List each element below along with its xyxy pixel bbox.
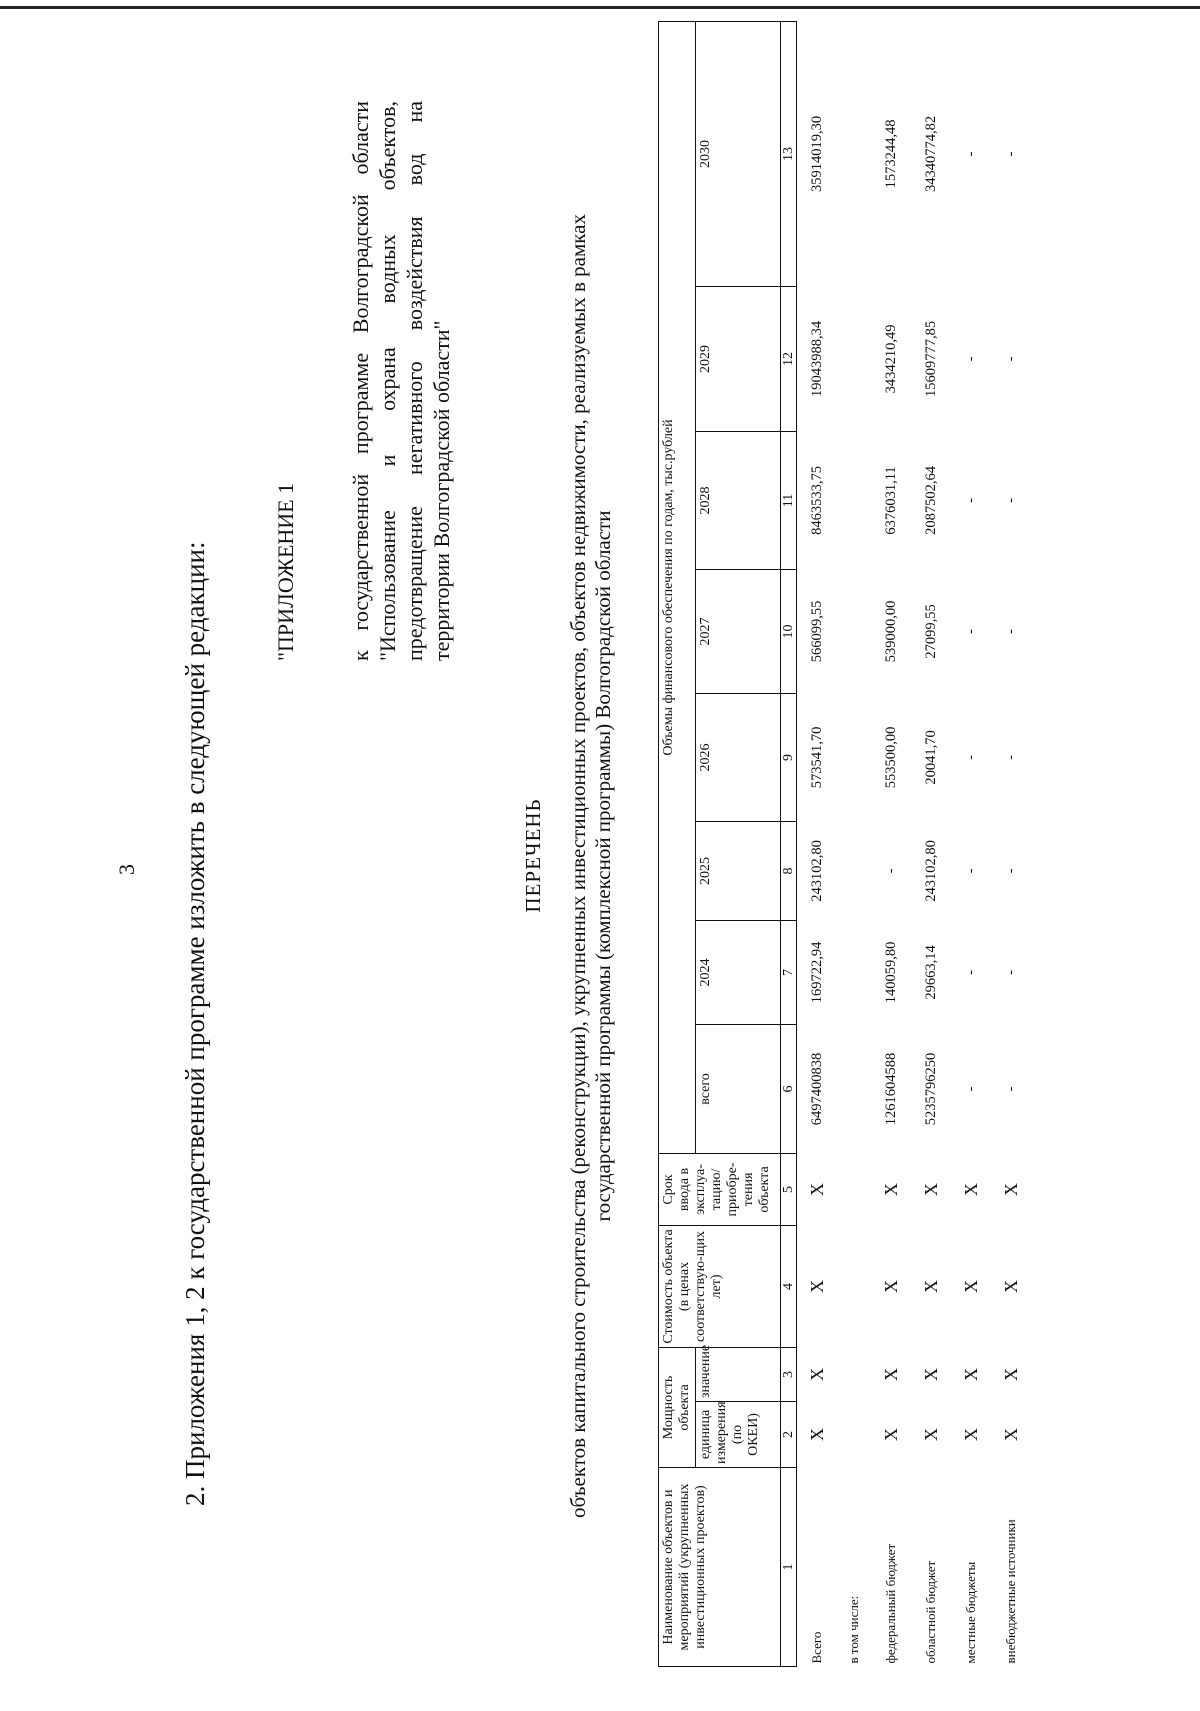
cell-2030 bbox=[837, 21, 871, 286]
cell-unit: X bbox=[960, 1428, 981, 1441]
cell-cost: X bbox=[806, 1279, 827, 1293]
row-label: федеральный бюджет bbox=[883, 1543, 898, 1664]
cell-2030: - bbox=[962, 151, 979, 157]
cell-2024: 29663,14 bbox=[922, 945, 939, 1000]
row-label: Всего bbox=[809, 1631, 824, 1664]
funding-table bbox=[658, 21, 1031, 1667]
cell-value: X bbox=[806, 1368, 827, 1381]
header-value: значение bbox=[696, 1347, 781, 1401]
column-number: 7 bbox=[781, 920, 797, 1024]
column-number: 9 bbox=[781, 693, 797, 821]
row-label: в том числе: bbox=[846, 1595, 861, 1664]
cell-total: 5235796250 bbox=[922, 1052, 939, 1126]
cell-2025: - bbox=[1002, 868, 1019, 874]
cell-2025: - bbox=[962, 868, 979, 874]
header-year-2026: 2026 bbox=[696, 693, 781, 821]
cell-value: X bbox=[960, 1368, 981, 1381]
cell-2024: 140059,80 bbox=[882, 941, 899, 1004]
cell-term: X bbox=[960, 1182, 981, 1196]
cell-2026: - bbox=[962, 755, 979, 760]
cell-2029: 19043988,34 bbox=[808, 320, 825, 398]
table-row bbox=[911, 21, 951, 1666]
header-funding: Объемы финансового обеспечения по годам, тыс.рублей bbox=[659, 21, 696, 1153]
cell-unit: X bbox=[1000, 1428, 1021, 1441]
cell-total: 6497400838 bbox=[808, 1052, 825, 1126]
header-year-2028: 2028 bbox=[696, 431, 781, 569]
cell-cost: X bbox=[1000, 1279, 1021, 1293]
cell-2024: 169722,94 bbox=[808, 941, 825, 1004]
cell-2027: 566099,55 bbox=[808, 600, 825, 663]
header-name: Наименование объектов и мероприятий (укрупненных инвестиционных проектов) bbox=[659, 1468, 781, 1667]
column-number: 4 bbox=[781, 1225, 797, 1347]
cell-2029: 3434210,49 bbox=[882, 324, 899, 394]
page-number: 3 bbox=[114, 864, 139, 875]
cell-unit bbox=[837, 1402, 871, 1468]
cell-2024: - bbox=[1002, 970, 1019, 975]
cell-2026: 573541,70 bbox=[808, 726, 825, 789]
header-year-2029: 2029 bbox=[696, 286, 781, 431]
cell-total bbox=[837, 1024, 871, 1153]
list-subtitle: объектов капитального строительства (реконструкции), укрупненных инвестиционных проектов, объектов недвижимости, реализуемых в рамках государственной программы (комплексной программы) Волгоградской области bbox=[566, 214, 615, 1518]
header-term: Срок ввода в эксплуа-тацию/ приобре-тения объекта bbox=[659, 1153, 781, 1225]
cell-cost bbox=[837, 1225, 871, 1347]
appendix-block bbox=[272, 101, 455, 661]
table-row bbox=[951, 21, 991, 1666]
intro-text: 2. Приложения 1, 2 к государственной программе изложить в следующей редакции: bbox=[180, 541, 210, 1506]
cell-unit: X bbox=[880, 1428, 901, 1441]
cell-cost: X bbox=[960, 1279, 981, 1293]
header-year-2024: 2024 bbox=[696, 920, 781, 1024]
cell-value: X bbox=[920, 1368, 941, 1381]
column-number: 2 bbox=[781, 1402, 797, 1468]
cell-2028: - bbox=[1002, 498, 1019, 503]
column-number: 11 bbox=[781, 431, 797, 569]
cell-cost: X bbox=[920, 1279, 941, 1293]
appendix-title: "ПРИЛОЖЕНИЕ 1 bbox=[273, 482, 298, 661]
cell-2028: 6376031,11 bbox=[882, 466, 899, 535]
cell-2030: - bbox=[1002, 151, 1019, 157]
cell-term: X bbox=[806, 1182, 827, 1196]
header-year-2030: 2030 bbox=[696, 21, 781, 286]
cell-2029: 15609777,85 bbox=[922, 320, 939, 398]
cell-2026: 553500,00 bbox=[882, 726, 899, 789]
cell-2027: 27099,55 bbox=[922, 604, 939, 659]
row-label: областной бюджет bbox=[923, 1560, 938, 1664]
cell-2028: - bbox=[962, 498, 979, 503]
table-row bbox=[991, 21, 1031, 1666]
cell-2026: - bbox=[1002, 755, 1019, 760]
table-row bbox=[837, 21, 871, 1666]
column-number: 1 bbox=[781, 1468, 797, 1667]
column-number: 3 bbox=[781, 1347, 797, 1401]
column-number: 5 bbox=[781, 1153, 797, 1225]
cell-value: X bbox=[1000, 1368, 1021, 1381]
cell-2028: 8463533,75 bbox=[808, 466, 825, 535]
cell-2029: - bbox=[962, 356, 979, 362]
header-cost: Стоимость объекта (в ценах соответствую-щих лет) bbox=[659, 1225, 781, 1347]
cell-term: X bbox=[880, 1182, 901, 1196]
cell-2028: 2087502,64 bbox=[922, 466, 939, 535]
list-title: ПЕРЕЧЕНЬ bbox=[521, 798, 545, 913]
cell-2026: 20041,70 bbox=[922, 730, 939, 785]
cell-term: X bbox=[920, 1182, 941, 1196]
column-number: 6 bbox=[781, 1024, 797, 1153]
cell-2028 bbox=[837, 431, 871, 569]
appendix-text: к государственной программе Волгоградской области "Использование и охрана водных объектов, предотвращение негативного воздействия вод на территории Волгоградской области" bbox=[348, 101, 454, 661]
cell-term: X bbox=[1000, 1182, 1021, 1196]
cell-2030: 1573244,48 bbox=[882, 119, 899, 189]
header-unit: единица измерения (по ОКЕИ) bbox=[696, 1402, 781, 1468]
cell-2029 bbox=[837, 286, 871, 431]
cell-total: - bbox=[962, 1086, 979, 1092]
cell-2024 bbox=[837, 920, 871, 1024]
table-row bbox=[797, 21, 838, 1666]
cell-2025: 243102,80 bbox=[922, 840, 939, 902]
cell-2026 bbox=[837, 693, 871, 821]
cell-value bbox=[837, 1347, 871, 1401]
cell-unit: X bbox=[806, 1428, 827, 1441]
row-label: внебюджетные источники bbox=[1003, 1519, 1018, 1664]
cell-value: X bbox=[880, 1368, 901, 1381]
header-year-2025: 2025 bbox=[696, 821, 781, 920]
cell-2030: 35914019,30 bbox=[808, 115, 825, 193]
cell-2027 bbox=[837, 569, 871, 693]
cell-term bbox=[837, 1153, 871, 1225]
cell-2027: - bbox=[1002, 629, 1019, 634]
cell-2024: - bbox=[962, 970, 979, 975]
column-number: 10 bbox=[781, 569, 797, 693]
cell-2025 bbox=[837, 821, 871, 920]
column-number: 12 bbox=[781, 286, 797, 431]
cell-unit: X bbox=[920, 1428, 941, 1441]
header-capacity: Мощность объекта bbox=[659, 1347, 696, 1467]
column-number: 13 bbox=[781, 21, 797, 286]
cell-cost: X bbox=[880, 1279, 901, 1293]
header-total: всего bbox=[696, 1024, 781, 1153]
cell-2027: - bbox=[962, 629, 979, 634]
column-number: 8 bbox=[781, 821, 797, 920]
cell-total: 1261604588 bbox=[882, 1052, 899, 1126]
cell-2025: - bbox=[882, 868, 899, 874]
row-label: местные бюджеты bbox=[963, 1561, 978, 1664]
cell-2025: 243102,80 bbox=[808, 840, 825, 902]
header-year-2027: 2027 bbox=[696, 569, 781, 693]
cell-2029: - bbox=[1002, 356, 1019, 362]
cell-2027: 539000,00 bbox=[882, 600, 899, 663]
cell-total: - bbox=[1002, 1086, 1019, 1092]
table-row bbox=[871, 21, 911, 1666]
cell-2030: 34340774,82 bbox=[922, 115, 939, 193]
